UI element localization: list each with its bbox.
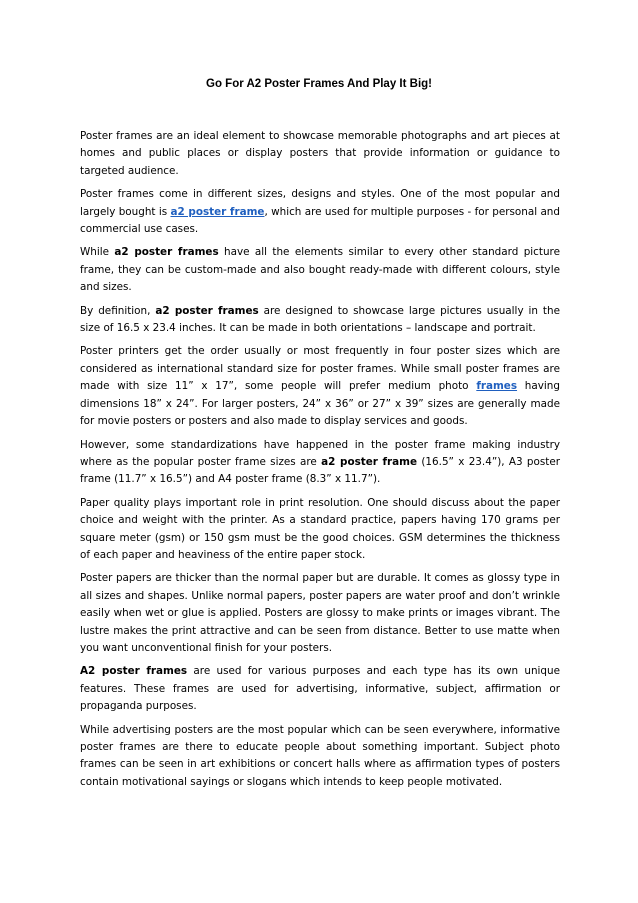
paragraph-9-text-b: are used for various purposes and each type has its own unique features. These frames are used for advertising, informative, subject, affirmation or propaganda purposes. — [80, 665, 560, 713]
paragraph-3-bold: a2 poster frames — [114, 246, 219, 259]
paragraph-4-bold: a2 poster frames — [155, 304, 259, 317]
paragraph-6-text-a: However, some standardizations have happened in the poster frame making industry where as the popular poster frame sizes are — [80, 438, 560, 468]
paragraph-6 — [80, 437, 560, 489]
paragraph-6-text-b: (16.5” x 23.4”), A3 poster frame (11.7” x 16.5”) and A4 poster frame (8.3” x 11.7”). — [80, 455, 561, 486]
paragraph-3-text-b: have all the elements similar to every other standard picture frame, they can be custom-made and also bought ready-made with different colours, style and sizes. — [80, 246, 560, 294]
paragraph-3-text-a: While — [80, 246, 115, 259]
paragraph-2-text-a: Poster frames come in different sizes, designs and styles. One of the most popular and largely bought is — [80, 188, 560, 218]
document-title: Go For A2 Poster Frames And Play It Big! — [206, 78, 432, 90]
paragraph-9-bold: A2 poster frames — [80, 665, 188, 678]
paragraph-5 — [80, 343, 560, 430]
paragraph-5-text-a: Poster printers get the order usually or most frequently in four poster sizes which are considered as international standard size for poster frames. While small poster frames are made with size 11” x 17”, some people will prefer medium photo — [80, 345, 560, 393]
a2-poster-frame-link[interactable]: a2 poster frame — [170, 205, 265, 218]
paragraph-8: Poster papers are thicker than the normal paper but are durable. It comes as glossy type in all sizes and shapes. Unlike normal papers, poster papers are water proof and don’t wrinkle easily when wet or glue is applied. Posters are glossy to make prints or images vibrant. The lustre makes the print attractive and can be seen from distance. Better to use matte when you want unconventional finish for your posters. — [80, 572, 560, 654]
paragraph-5-text-b: having dimensions 18” x 24”. For larger posters, 24” x 36” or 27” x 39” sizes are generally made for movie posters or posters and also made to display services and goods. — [80, 380, 560, 428]
paragraph-4-text-b: are designed to showcase large pictures usually in the size of 16.5 x 23.4 inches. It can be made in both orientations – landscape and portrait. — [80, 304, 560, 335]
paragraph-3 — [80, 244, 560, 296]
paragraph-1: Poster frames are an ideal element to showcase memorable photographs and art pieces at homes and public places or display posters that provide information or guidance to targeted audience. — [80, 130, 560, 177]
paragraph-2-text-b: , which are used for multiple purposes - for personal and commercial use cases. — [80, 205, 560, 236]
paragraph-4 — [80, 303, 560, 338]
paragraph-6-bold: a2 poster frame — [321, 455, 418, 468]
paragraph-10: While advertising posters are the most popular which can be seen everywhere, informative poster frames are there to educate people about something important. Subject photo frames can be seen in art exhibitions or concert halls where as affirmation types of posters contain motivational sayings or slogans which intends to keep people motivated. — [80, 723, 560, 788]
paragraph-2 — [80, 186, 560, 238]
paragraph-9 — [80, 663, 560, 715]
paragraph-7: Paper quality plays important role in print resolution. One should discuss about the paper choice and weight with the printer. As a standard practice, papers having 170 grams per square meter (gsm) or 150 gsm must be the good choices. GSM determines the thickness of each paper and heaviness of the entire paper stock. — [80, 496, 560, 561]
paragraph-4-text-a: By definition, — [80, 304, 156, 317]
frames-link[interactable]: frames — [476, 380, 518, 393]
document-body — [80, 128, 560, 797]
